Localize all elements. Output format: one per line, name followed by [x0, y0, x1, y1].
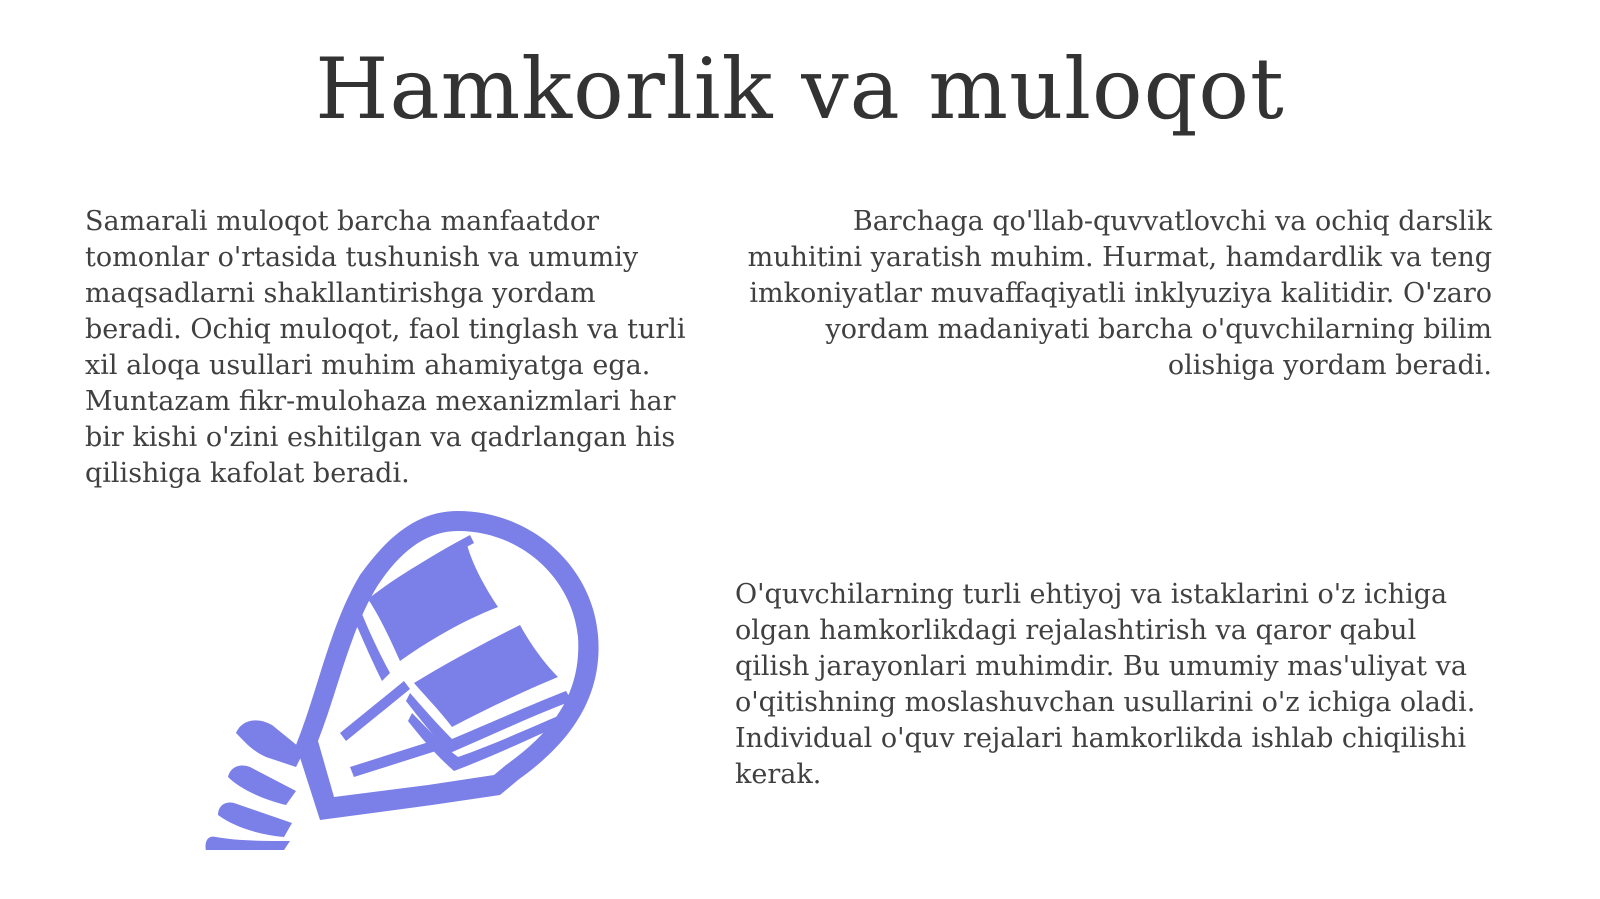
- paragraph-communication: Samarali muloqot barcha manfaatdor tomonlar o'rtasida tushunish va umumiy maqsadlarni shakllantirishga yordam beradi. Ochiq muloqot, faol tinglash va turli xil aloqa usullari muhim ahamiyatga ega. Muntazam fikr-mulohaza mexanizmlari har bir kishi o'zini eshitilgan va qadrlangan his qilishiga kafolat beradi.: [85, 206, 686, 489]
- paragraph-inclusion: Barchaga qo'llab-quvvatlovchi va ochiq darslik muhitini yaratish muhim. Hurmat, hamdardlik va teng imkoniyatlar muvaffaqiyatli inklyuziya kalitidir. O'zaro yordam madaniyati barcha o'quvchilarning bilim olishiga yordam beradi.: [747, 206, 1492, 381]
- paragraph-planning: O'quvchilarning turli ehtiyoj va istaklarini o'z ichiga olgan hamkorlikdagi rejalashtirish va qaror qabul qilish jarayonlari muhimdir. Bu umumiy mas'uliyat va o'qitishning moslashuvchan usullarini o'z ichiga oladi. Individual o'quv rejalari hamkorlikda ishlab chiqilishi kerak.: [735, 579, 1476, 790]
- slide-title: Hamkorlik va muloqot: [315, 40, 1285, 138]
- lightbulb-book-icon: [200, 505, 620, 850]
